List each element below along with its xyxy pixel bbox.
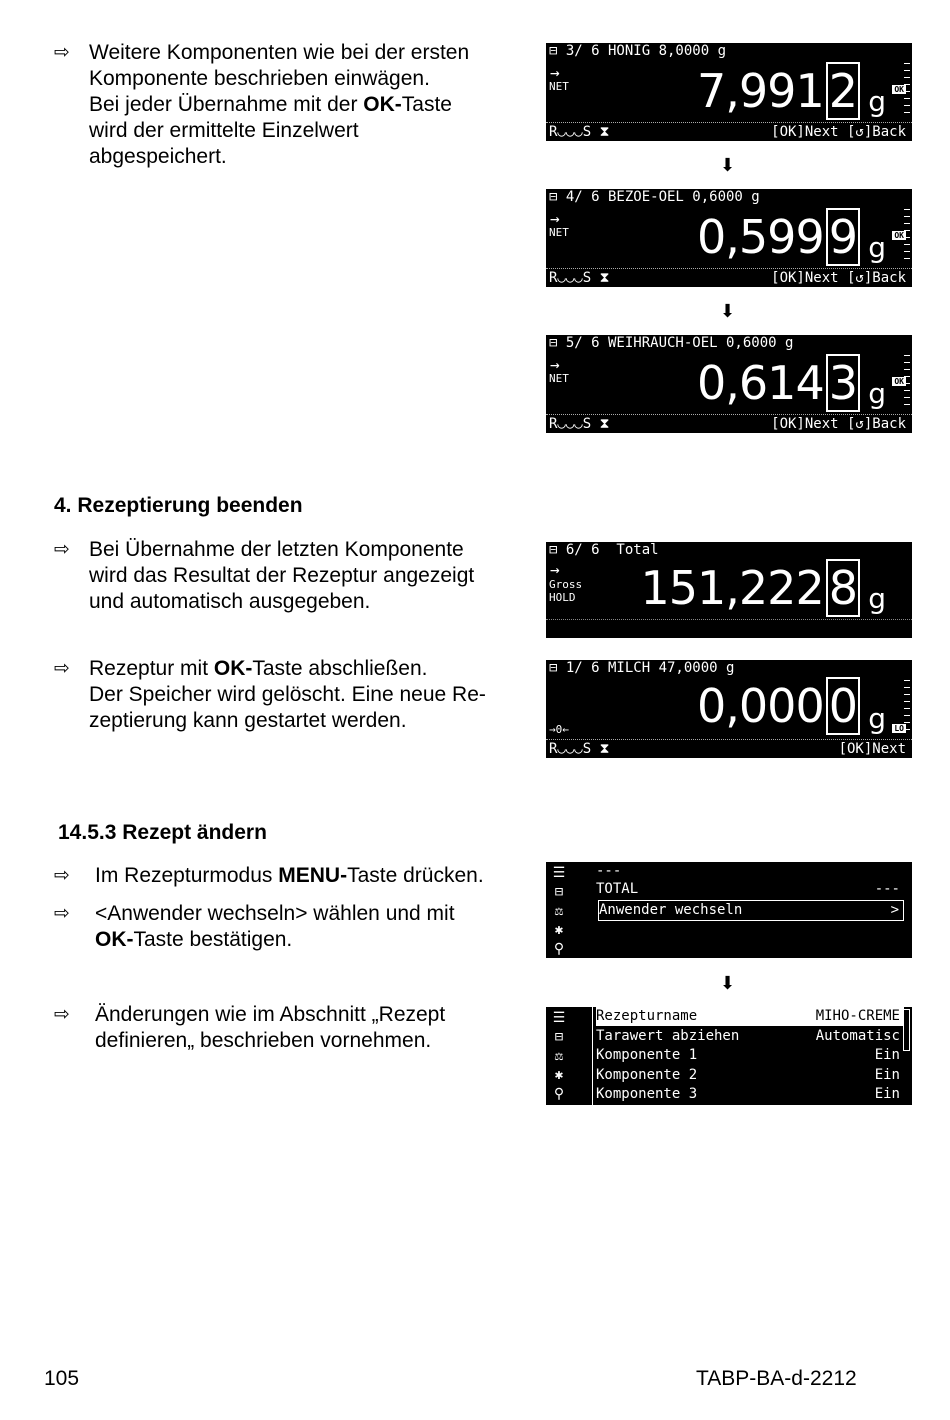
list-icon: ☰: [552, 865, 566, 881]
display-screen-component-4: [546, 189, 912, 287]
arrow-bullet-icon: ⇨: [54, 658, 70, 679]
screen-footer: R◡◡◡S ⧗ [OK]Next [↺]Back: [546, 122, 912, 141]
ok-badge: OK: [894, 85, 904, 94]
user-icon: ⚲: [553, 941, 565, 957]
weight-value: 0,614 3: [697, 357, 860, 409]
down-arrow-icon: ⬇: [720, 301, 736, 321]
unit-label: g: [868, 231, 886, 264]
recipe-icon: ⊟: [554, 884, 564, 900]
capacity-bar: [904, 63, 910, 119]
menu-row: TOTAL ---: [596, 881, 900, 897]
menu-icon-column: [549, 864, 569, 958]
page-number: 105: [44, 1367, 80, 1390]
text-line: OK-Taste bestätigen.: [95, 928, 293, 951]
capacity-bar: [904, 355, 910, 411]
screen-header: ⊟ 1/ 6 MILCH 47,0000 g: [549, 660, 735, 676]
unit-label: g: [868, 702, 886, 735]
unit-label: g: [868, 85, 886, 118]
text-line: wird das Resultat der Rezeptur angezeigt: [89, 564, 475, 587]
arrow-bullet-icon: ⇨: [54, 42, 70, 63]
instruction-select-user: [95, 901, 535, 953]
document-id: TABP-BA-d-2212: [696, 1367, 857, 1390]
screen-footer: [546, 619, 912, 638]
menu-row-selected[interactable]: Anwender wechseln >: [598, 900, 904, 921]
arrow-right-icon: →: [550, 63, 560, 82]
menu-row[interactable]: Komponente 3 Ein: [596, 1086, 900, 1102]
instruction-edit: [95, 1002, 535, 1054]
instruction-result: [89, 537, 529, 615]
arrow-bullet-icon: ⇨: [54, 865, 70, 886]
menu-screen-user: [546, 862, 912, 958]
instruction-menu: Im Rezepturmodus MENU-Taste drücken.: [95, 864, 484, 887]
balance-icon: ⚖: [554, 1048, 564, 1064]
unit-label: g: [868, 377, 886, 410]
capacity-bar: [904, 680, 910, 736]
section-heading: 14.5.3 Rezept ändern: [58, 821, 267, 844]
screen-footer: R◡◡◡S ⧗ [OK]Next [↺]Back: [546, 268, 912, 287]
weight-value: 0,000 0: [697, 680, 860, 732]
menu-row[interactable]: Komponente 1 Ein: [596, 1047, 900, 1063]
mode-label: NET: [549, 80, 569, 93]
weight-value: 0,599 9: [697, 211, 860, 263]
text-line: und automatisch ausgegeben.: [89, 590, 371, 613]
display-screen-component-3: [546, 43, 912, 141]
weight-value: 151,222 8: [640, 562, 860, 614]
unit-label: g: [868, 582, 886, 615]
arrow-right-icon: →: [550, 560, 560, 579]
user-icon: ⚲: [553, 1086, 565, 1102]
instruction-weigh-components: [89, 40, 529, 170]
text-line: Weitere Komponenten wie bei der ersten: [89, 41, 470, 64]
text-line: Bei jeder Übernahme mit der OK-Taste: [89, 93, 452, 116]
arrow-bullet-icon: ⇨: [54, 903, 70, 924]
arrow-right-icon: →: [550, 355, 560, 374]
text-line: Änderungen wie im Abschnitt „Rezept: [95, 1003, 446, 1026]
menu-icon-column: [549, 1009, 569, 1104]
capacity-bar: [904, 209, 910, 265]
text-line: Bei Übernahme der letzten Komponente: [89, 538, 464, 561]
text-line: definieren„ beschrieben vornehmen.: [95, 1029, 432, 1052]
arrow-bullet-icon: ⇨: [54, 1004, 70, 1025]
down-arrow-icon: ⬇: [720, 973, 736, 993]
text-line: wird der ermittelte Einzelwert: [89, 119, 359, 142]
menu-row: ---: [596, 863, 622, 879]
mode-label-hold: HOLD: [549, 591, 576, 604]
ok-badge: OK: [894, 377, 904, 386]
menu-row[interactable]: Tarawert abziehen Automatisc: [596, 1028, 900, 1044]
weight-value: 7,991 2: [697, 65, 860, 117]
mode-label: NET: [549, 372, 569, 385]
text-line: abgespeichert.: [89, 145, 227, 168]
lo-badge: LO: [894, 724, 904, 733]
menu-screen-recipe: [546, 1007, 912, 1105]
settings-icon: ✱: [554, 922, 564, 938]
zero-indicator: →0←: [549, 723, 569, 736]
mode-label: NET: [549, 226, 569, 239]
balance-icon: ⚖: [554, 903, 564, 919]
text-line: Komponente beschrieben einwägen.: [89, 67, 430, 90]
arrow-right-icon: →: [550, 209, 560, 228]
display-screen-component-1: [546, 660, 912, 758]
display-screen-component-5: [546, 335, 912, 433]
text-line: Der Speicher wird gelöscht. Eine neue Re-: [89, 683, 486, 706]
instruction-finish: [89, 656, 539, 734]
arrow-bullet-icon: ⇨: [54, 539, 70, 560]
text-line: <Anwender wechseln> wählen und mit: [95, 902, 455, 925]
recipe-icon: ⊟: [554, 1029, 564, 1045]
settings-icon: ✱: [554, 1067, 564, 1083]
text-line: zeptierung kann gestartet werden.: [89, 709, 407, 732]
section-heading: 4. Rezeptierung beenden: [54, 494, 303, 517]
ok-badge: OK: [894, 231, 904, 240]
scrollbar[interactable]: [903, 1009, 910, 1051]
screen-header: ⊟ 3/ 6 HONIG 8,0000 g: [549, 43, 727, 59]
screen-header: ⊟ 4/ 6 BEZOE-OEL 0,6000 g: [549, 189, 760, 205]
menu-row[interactable]: Komponente 2 Ein: [596, 1067, 900, 1083]
down-arrow-icon: ⬇: [720, 155, 736, 175]
text-line: Rezeptur mit OK-Taste abschließen.: [89, 657, 428, 680]
display-screen-total: [546, 542, 912, 638]
screen-footer: R◡◡◡S ⧗ [OK]Next: [546, 739, 912, 758]
menu-row-selected[interactable]: Rezepturname MIHO-CREME: [596, 1007, 904, 1026]
screen-header: ⊟ 6/ 6 Total: [549, 542, 659, 558]
list-icon: ☰: [552, 1010, 566, 1026]
screen-header: ⊟ 5/ 6 WEIHRAUCH-OEL 0,6000 g: [549, 335, 794, 351]
screen-footer: R◡◡◡S ⧗ [OK]Next [↺]Back: [546, 414, 912, 433]
mode-label-gross: Gross: [549, 578, 583, 591]
